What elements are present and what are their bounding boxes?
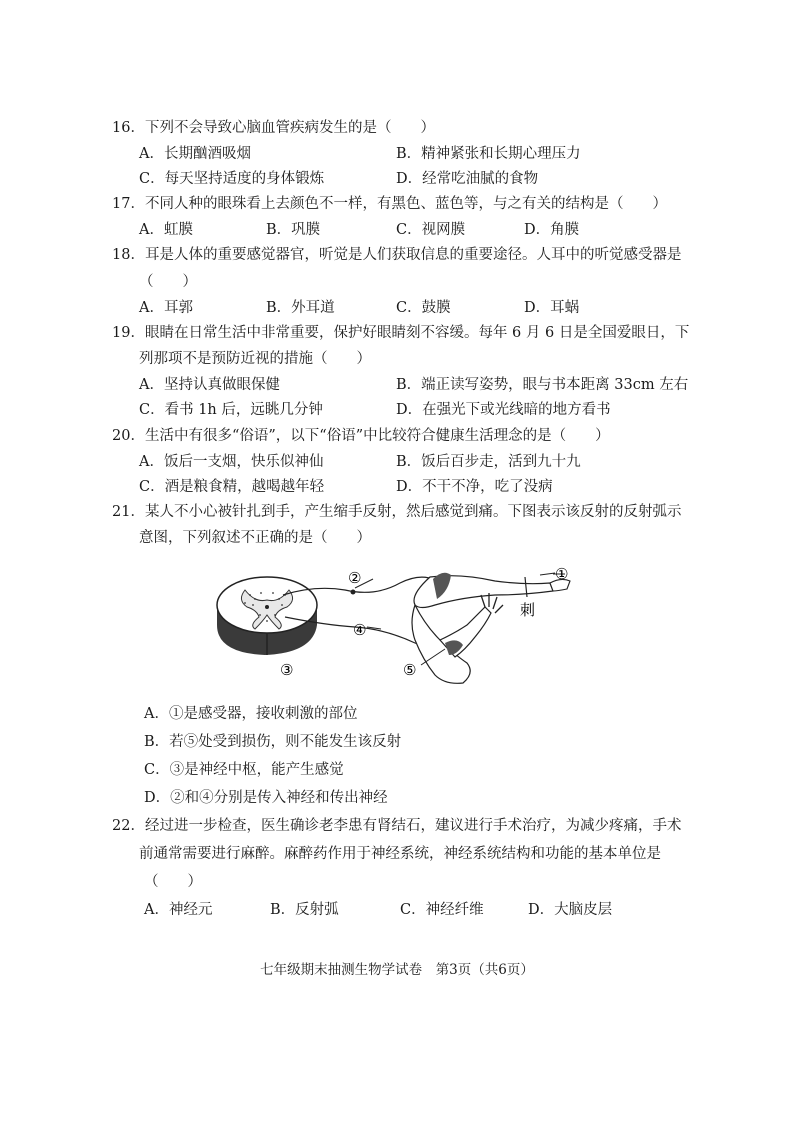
question-21-option-d: D．②和④分别是传入神经和传出神经 bbox=[144, 790, 388, 806]
question-21-option-a: A．①是感受器，接收刺激的部位 bbox=[144, 706, 358, 722]
question-21-option-c: C．③是神经中枢，能产生感觉 bbox=[144, 762, 344, 778]
question-22-option-c: C．神经纤维 bbox=[400, 902, 484, 918]
question-18-option-a: A．耳郭 bbox=[139, 300, 193, 316]
question-20-option-d: D．不干不净，吃了没病 bbox=[396, 479, 553, 495]
question-17-option-a: A．虹膜 bbox=[139, 222, 193, 238]
question-19-option-c: C．看书 1h 后，远眺几分钟 bbox=[139, 402, 323, 418]
question-16-option-c: C．每天坚持适度的身体锻炼 bbox=[139, 171, 325, 187]
page-footer: 七年级期末抽测生物学试卷 第3页（共6页） bbox=[260, 962, 534, 978]
question-22-option-d: D．大脑皮层 bbox=[528, 902, 613, 918]
question-17-option-c: C．视网膜 bbox=[396, 222, 466, 238]
arm-illustration bbox=[412, 573, 570, 684]
question-16-option-a: A．长期酗酒吸烟 bbox=[139, 146, 251, 162]
question-19-stem-line-2: 列那项不是预防近视的措施（ ） bbox=[139, 351, 371, 367]
question-22-option-a: A．神经元 bbox=[144, 902, 213, 918]
question-18-stem-line-1: 18．耳是人体的重要感觉器官，听觉是人们获取信息的重要途径。人耳中的听觉感受器是 bbox=[112, 247, 682, 263]
figure-label-1: ① bbox=[555, 565, 569, 583]
spinal-cord-cross-section bbox=[217, 577, 317, 655]
figure-label-4: ④ bbox=[353, 621, 367, 639]
question-18-option-c: C．鼓膜 bbox=[396, 300, 451, 316]
question-17-option-b: B．巩膜 bbox=[266, 222, 321, 238]
question-20-option-c: C．酒是粮食精，越喝越年轻 bbox=[139, 479, 325, 495]
question-19-option-d: D．在强光下或光线暗的地方看书 bbox=[396, 402, 611, 418]
question-20-option-a: A．饭后一支烟，快乐似神仙 bbox=[139, 454, 324, 470]
question-16-option-d: D．经常吃油腻的食物 bbox=[396, 171, 539, 187]
question-22-stem-line-1: 22．经过进一步检查，医生确诊老李患有肾结石，建议进行手术治疗，为减少疼痛，手术 bbox=[112, 818, 682, 834]
figure-label-5: ⑤ bbox=[403, 661, 417, 679]
question-16-stem: 16．下列不会导致心脑血管疾病发生的是（ ） bbox=[112, 120, 435, 136]
question-16-option-b: B．精神紧张和长期心理压力 bbox=[396, 146, 581, 162]
figure-label-3: ③ bbox=[280, 661, 294, 679]
figure-label-2: ② bbox=[348, 569, 362, 587]
question-22-stem-line-2: 前通常需要进行麻醉。麻醉药作用于神经系统，神经系统结构和功能的基本单位是 bbox=[139, 846, 661, 862]
question-20-stem: 20．生活中有很多“俗语”，以下“俗语”中比较符合健康生活理念的是（ ） bbox=[112, 428, 610, 444]
question-22-option-b: B．反射弧 bbox=[270, 902, 339, 918]
question-21-stem-line-1: 21．某人不小心被针扎到手，产生缩手反射，然后感觉到痛。下图表示该反射的反射弧示 bbox=[112, 504, 682, 520]
question-17-stem: 17．不同人种的眼珠看上去颜色不一样，有黑色、蓝色等，与之有关的结构是（ ） bbox=[112, 196, 667, 212]
question-19-stem-line-1: 19．眼睛在日常生活中非常重要，保护好眼睛刻不容缓。每年 6 月 6 日是全国爱眼日，下 bbox=[112, 325, 690, 341]
question-20-option-b: B．饭后百步走，活到九十九 bbox=[396, 454, 581, 470]
question-18-stem-line-2: （ ） bbox=[139, 274, 197, 290]
figure-label-stimulus: 刺 bbox=[520, 601, 536, 619]
question-22-stem-line-3: （ ） bbox=[144, 874, 202, 890]
question-21-stem-line-2: 意图，下列叙述不正确的是（ ） bbox=[139, 530, 371, 546]
question-18-option-d: D．耳蜗 bbox=[524, 300, 580, 316]
question-17-option-d: D．角膜 bbox=[524, 222, 580, 238]
question-19-option-a: A．坚持认真做眼保健 bbox=[139, 377, 280, 393]
question-19-option-b: B．端正读写姿势，眼与书本距离 33cm 左右 bbox=[396, 377, 689, 393]
question-18-option-b: B．外耳道 bbox=[266, 300, 335, 316]
reflex-arc-figure bbox=[205, 555, 590, 695]
question-21-option-b: B．若⑤处受到损伤，则不能发生该反射 bbox=[144, 734, 402, 750]
